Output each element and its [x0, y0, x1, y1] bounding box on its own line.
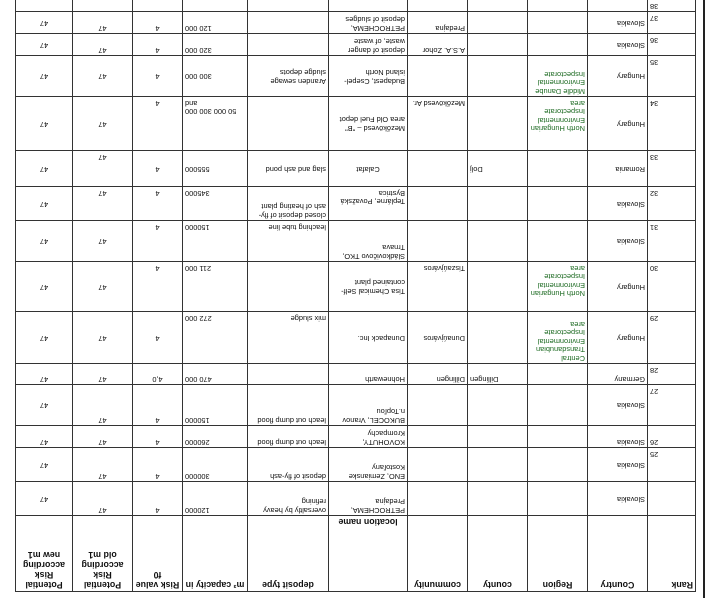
community-cell: Predajna	[408, 12, 468, 34]
risk-value-cell	[133, 0, 183, 12]
deposit-cell: leaching tube line	[248, 221, 329, 262]
capacity-cell: 120 000	[183, 12, 248, 34]
community-cell: Tiszaújváros	[408, 262, 468, 312]
risk-value-cell: 4	[133, 151, 183, 187]
potential-new-cell: 47	[16, 12, 73, 34]
risk-value-cell: 4	[133, 426, 183, 448]
community-cell	[408, 426, 468, 448]
capacity-cell: 150000	[183, 385, 248, 426]
deposit-cell: slag and ash pond	[248, 151, 329, 187]
county-cell	[468, 312, 528, 364]
deposit-cell: leach out dump flood	[248, 385, 329, 426]
risk-value-cell: 4	[133, 187, 183, 221]
region-cell: Central Transdanubian Environmental Inspectorate area	[528, 312, 588, 364]
risk-value-cell: 4	[133, 34, 183, 56]
location-cell: Mezőkövesd – "B" area Old Fuel depot	[329, 97, 408, 151]
potential-new-cell: 47	[16, 221, 73, 262]
potential-old-cell: 47	[73, 97, 133, 151]
community-cell	[408, 482, 468, 516]
county-cell	[468, 56, 528, 97]
col-header-potential-risk-old: Potential Risk according old m1	[73, 516, 133, 592]
country-cell: Slovakia	[588, 385, 648, 426]
table-row	[16, 187, 696, 221]
rank-cell: 29	[648, 312, 696, 364]
community-cell: Mezőkövesd Ar.	[408, 97, 468, 151]
deposit-cell: Aranden sewage sludge depots	[248, 56, 329, 97]
col-header-community: community	[408, 516, 468, 592]
region-cell	[528, 426, 588, 448]
page-margin-line	[703, 0, 705, 598]
table-row	[16, 56, 696, 97]
col-header-country: Country	[588, 516, 648, 592]
risk-value-cell: 4	[133, 97, 183, 151]
region-cell	[528, 448, 588, 482]
potential-old-cell: 47	[73, 221, 133, 262]
deposit-cell	[248, 364, 329, 385]
rank-cell: 31	[648, 221, 696, 262]
col-header-region: Region	[528, 516, 588, 592]
location-cell	[329, 0, 408, 12]
potential-new-cell: 47	[16, 151, 73, 187]
col-header-potential-risk-new: Potential Risk according new m1	[16, 516, 73, 592]
region-cell	[528, 187, 588, 221]
community-cell	[408, 385, 468, 426]
community-cell	[408, 151, 468, 187]
risk-value-cell: 4	[133, 262, 183, 312]
county-cell	[468, 34, 528, 56]
risk-value-cell: 4,0	[133, 364, 183, 385]
county-cell: Dillingen	[468, 364, 528, 385]
table-row	[16, 385, 696, 426]
rank-cell: 38	[648, 0, 696, 12]
county-cell	[468, 385, 528, 426]
table-row	[16, 364, 696, 385]
potential-new-cell: 47	[16, 448, 73, 482]
country-cell: Slovakia	[588, 187, 648, 221]
community-cell	[408, 56, 468, 97]
risk-value-cell: 4	[133, 221, 183, 262]
location-cell: deposit of danger waste, of waste	[329, 34, 408, 56]
potential-new-cell: 47	[16, 426, 73, 448]
potential-old-cell: 47	[73, 364, 133, 385]
region-cell: North Hungarian Environmental Inspectorate area	[528, 97, 588, 151]
rank-cell	[648, 482, 696, 516]
region-cell: Middle Danube Environmental Inspectorate	[528, 56, 588, 97]
capacity-cell: 300 000	[183, 56, 248, 97]
potential-new-cell: 47	[16, 364, 73, 385]
rank-cell: 36	[648, 34, 696, 56]
potential-old-cell: 47	[73, 151, 133, 187]
potential-new-cell: 47	[16, 34, 73, 56]
potential-old-cell: 47	[73, 34, 133, 56]
capacity-cell	[183, 0, 248, 12]
county-cell	[468, 12, 528, 34]
county-cell	[468, 97, 528, 151]
col-header-county: county	[468, 516, 528, 592]
country-cell: Slovakia	[588, 12, 648, 34]
location-cell: Teplárne, Považská Bystrica	[329, 187, 408, 221]
county-cell	[468, 482, 528, 516]
table-row	[16, 448, 696, 482]
deposit-cell	[248, 0, 329, 12]
location-cell: Hohnewarth	[329, 364, 408, 385]
country-cell: Slovakia	[588, 482, 648, 516]
capacity-cell: 320 000	[183, 34, 248, 56]
risk-value-cell: 4	[133, 385, 183, 426]
county-cell: Dolj	[468, 151, 528, 187]
location-cell: Budapest, Csepel-island North	[329, 56, 408, 97]
location-cell: KOVOHUTY, Krompachy	[329, 426, 408, 448]
risk-value-cell: 4	[133, 482, 183, 516]
col-header-location-name: location name	[329, 516, 408, 592]
potential-old-cell	[73, 0, 133, 12]
rank-cell: 34	[648, 97, 696, 151]
capacity-cell: 300000	[183, 448, 248, 482]
potential-old-cell: 47	[73, 426, 133, 448]
capacity-cell: 345000	[183, 187, 248, 221]
potential-new-cell: 47	[16, 56, 73, 97]
col-header-deposit-type: deposit type	[248, 516, 329, 592]
rank-cell: 33	[648, 151, 696, 187]
potential-old-cell: 47	[73, 12, 133, 34]
region-cell	[528, 0, 588, 12]
country-cell: Slovakia	[588, 426, 648, 448]
region-cell	[528, 12, 588, 34]
community-cell	[408, 221, 468, 262]
community-cell	[408, 448, 468, 482]
country-cell: Germany	[588, 364, 648, 385]
deposit-cell: oversaltly by heavy refining	[248, 482, 329, 516]
potential-old-cell: 47	[73, 262, 133, 312]
community-cell	[408, 187, 468, 221]
capacity-cell: 272 000	[183, 312, 248, 364]
country-cell: Slovakia	[588, 448, 648, 482]
county-cell	[468, 187, 528, 221]
potential-new-cell: 47	[16, 187, 73, 221]
community-cell	[408, 0, 468, 12]
risk-value-cell: 4	[133, 448, 183, 482]
table-row	[16, 426, 696, 448]
table-row	[16, 97, 696, 151]
table-row	[16, 482, 696, 516]
table-row	[16, 221, 696, 262]
potential-new-cell: 47	[16, 97, 73, 151]
capacity-cell: 470 000	[183, 364, 248, 385]
table-row	[16, 0, 696, 12]
location-cell: PETROCHEMA, deposit of sludges	[329, 12, 408, 34]
rank-cell: 28	[648, 364, 696, 385]
capacity-cell: 150000	[183, 221, 248, 262]
rank-cell: 27	[648, 385, 696, 426]
country-cell: Hungary	[588, 97, 648, 151]
deposit-cell: closed deposit of fly-ash of heating plant	[248, 187, 329, 221]
potential-old-cell: 47	[73, 482, 133, 516]
risk-value-cell: 4	[133, 12, 183, 34]
region-cell	[528, 34, 588, 56]
deposit-cell	[248, 12, 329, 34]
potential-old-cell: 47	[73, 448, 133, 482]
table-row	[16, 34, 696, 56]
location-cell: Sládkovičovo TKO, Trnava	[329, 221, 408, 262]
county-cell	[468, 0, 528, 12]
location-cell: Dunapack Inc.	[329, 312, 408, 364]
region-cell	[528, 364, 588, 385]
col-header-capacity: m³ capacity in	[183, 516, 248, 592]
potential-new-cell: 47	[16, 262, 73, 312]
capacity-cell: 555000	[183, 151, 248, 187]
region-cell	[528, 151, 588, 187]
country-cell: Hungary	[588, 312, 648, 364]
rank-cell: 26	[648, 426, 696, 448]
risk-value-cell: 4	[133, 312, 183, 364]
country-cell	[588, 0, 648, 12]
rank-cell: 25	[648, 448, 696, 482]
county-cell	[468, 262, 528, 312]
capacity-cell: 120000	[183, 482, 248, 516]
risk-value-cell: 4	[133, 56, 183, 97]
col-header-rank: Rank	[648, 516, 696, 592]
deposit-cell: mix sludge	[248, 312, 329, 364]
community-cell: Dillingen	[408, 364, 468, 385]
capacity-cell: 211 000	[183, 262, 248, 312]
country-cell: Slovakia	[588, 221, 648, 262]
country-cell: Slovakia	[588, 34, 648, 56]
potential-old-cell: 47	[73, 312, 133, 364]
potential-old-cell: 47	[73, 385, 133, 426]
country-cell: Hungary	[588, 56, 648, 97]
location-cell: PETROCHEMA, Predajna	[329, 482, 408, 516]
potential-new-cell: 47	[16, 312, 73, 364]
location-cell: Tisa Chemical Self-contained plant	[329, 262, 408, 312]
rank-cell: 37	[648, 12, 696, 34]
capacity-cell: 50 000 300 000 and	[183, 97, 248, 151]
county-cell	[468, 426, 528, 448]
potential-new-cell	[16, 0, 73, 12]
table-row	[16, 151, 696, 187]
col-header-risk-value: Risk value f0	[133, 516, 183, 592]
location-cell: BUKOCEL, Vranov n.Topľou	[329, 385, 408, 426]
country-cell: Romania	[588, 151, 648, 187]
table-row	[16, 262, 696, 312]
country-cell: Hungary	[588, 262, 648, 312]
table-row	[16, 12, 696, 34]
community-cell: Dunaújváros	[408, 312, 468, 364]
rank-cell: 30	[648, 262, 696, 312]
potential-old-cell: 47	[73, 187, 133, 221]
location-cell: ENO, Zemianske Kostoľany	[329, 448, 408, 482]
header-row	[16, 516, 696, 592]
rank-cell: 32	[648, 187, 696, 221]
rank-cell: 35	[648, 56, 696, 97]
region-cell	[528, 385, 588, 426]
region-cell	[528, 482, 588, 516]
deposit-cell	[248, 262, 329, 312]
region-cell: North Hungarian Environmental Inspectorate area	[528, 262, 588, 312]
region-cell	[528, 221, 588, 262]
deposit-cell	[248, 34, 329, 56]
county-cell	[468, 221, 528, 262]
table-row	[16, 312, 696, 364]
deposit-cell	[248, 97, 329, 151]
potential-new-cell: 47	[16, 482, 73, 516]
deposit-cell: leach out dump flood	[248, 426, 329, 448]
potential-new-cell: 47	[16, 385, 73, 426]
deposit-cell: deposit of fly-ash	[248, 448, 329, 482]
risk-ranking-table	[15, 0, 696, 592]
capacity-cell: 260000	[183, 426, 248, 448]
location-cell: Calafat	[329, 151, 408, 187]
community-cell: A.S.A. Zohor	[408, 34, 468, 56]
potential-old-cell: 47	[73, 56, 133, 97]
county-cell	[468, 448, 528, 482]
